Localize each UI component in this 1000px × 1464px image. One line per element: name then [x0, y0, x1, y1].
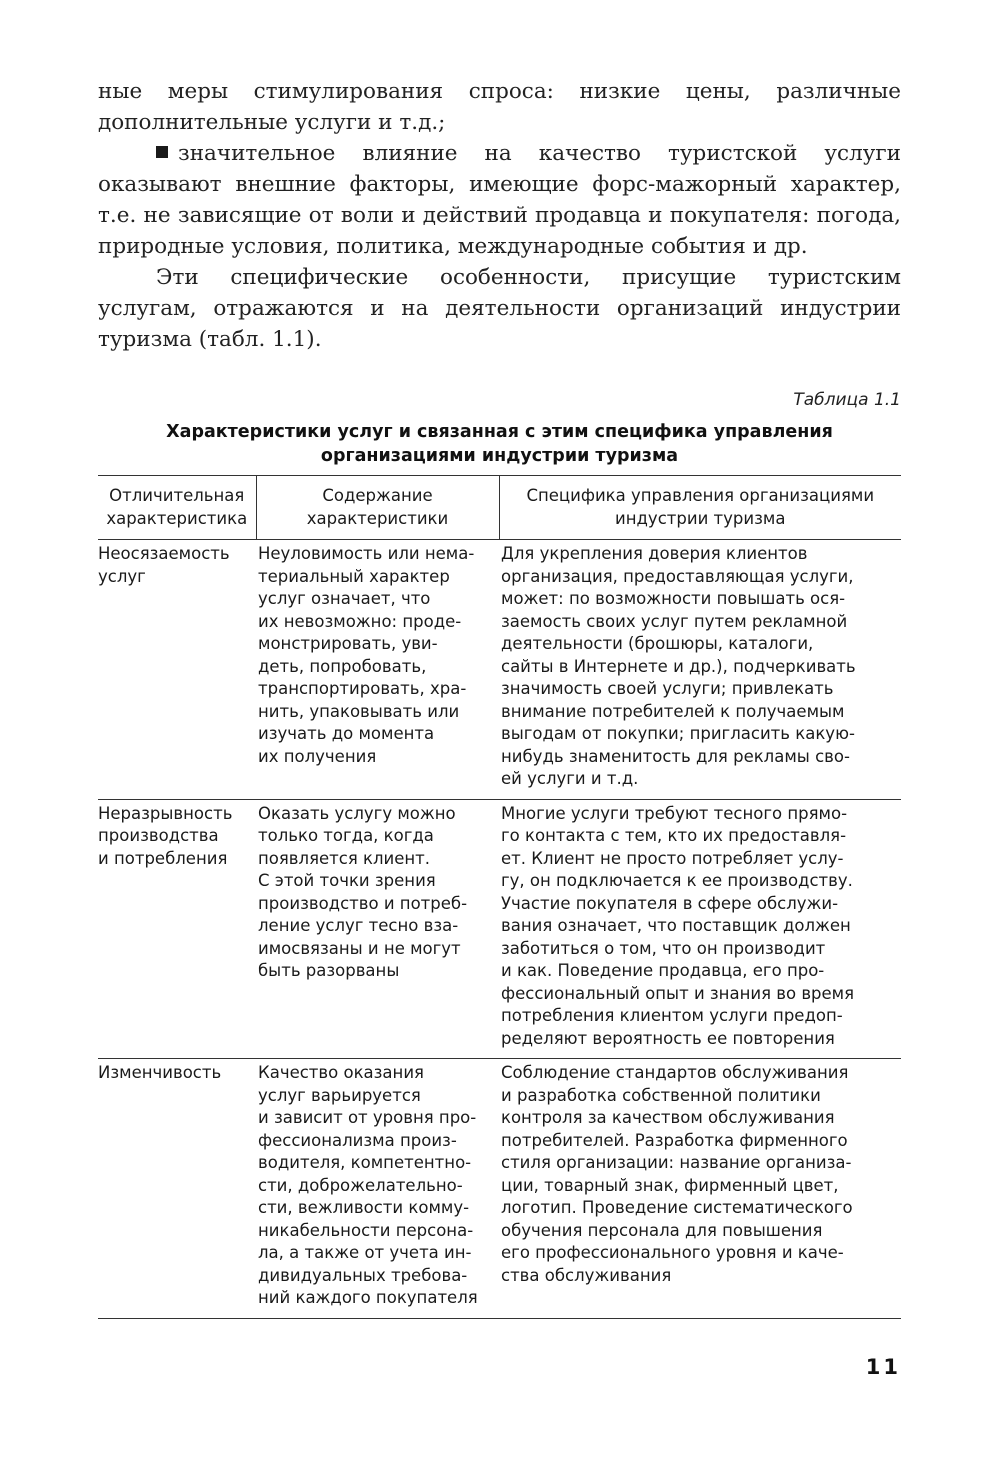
cell-text-line: ции, товарный знак, фирменный цвет,: [501, 1175, 839, 1195]
cell-text-line: услуг варьируется: [258, 1085, 421, 1105]
cell-text-line: логотип. Проведение систематического: [501, 1198, 853, 1217]
cell-text-line: С этой точки зрения: [258, 871, 436, 890]
table-cell: [98, 799, 256, 1059]
cell-text-line: деятельности (брошюры, каталоги,: [501, 634, 814, 653]
table-cell: [256, 799, 499, 1059]
cell-text-line: заботиться о том, что он производит: [501, 938, 826, 958]
cell-text-line: нибудь знаменитость для рекламы сво-: [501, 746, 850, 766]
table-row: [98, 1059, 901, 1319]
characteristics-table: [98, 475, 901, 1319]
cell-text-line: териальный характер: [258, 566, 450, 586]
cell-text-line: и потребления: [98, 848, 228, 868]
cell-text-line: выгодам от покупки; пригласить какую-: [501, 724, 855, 743]
table-title: [98, 420, 901, 468]
cell-text-line: внимание потребителей к получаемым: [501, 701, 845, 721]
cell-text-line: монстрировать, уви-: [258, 634, 438, 653]
header-cell: Содержание характеристики: [256, 476, 499, 540]
cell-text-line: Неосязаемость: [98, 544, 230, 563]
cell-text-line: стиля организации: название организа-: [501, 1153, 852, 1172]
cell-text-line: обучения персонала для повышения: [501, 1220, 823, 1240]
cell-text-line: ний каждого покупателя: [258, 1288, 478, 1307]
cell-text-line: значимость своей услуги; привлекать: [501, 679, 834, 698]
cell-text-line: его профессионального уровня и каче-: [501, 1243, 844, 1262]
cell-text-line: ства обслуживания: [501, 1265, 672, 1285]
table-cell: [499, 1059, 901, 1319]
cell-text-line: сти, доброжелательно-: [258, 1175, 463, 1195]
cell-text-line: и зависит от уровня про-: [258, 1108, 477, 1127]
cell-text-line: водителя, компетентно-: [258, 1153, 472, 1172]
cell-text-line: Оказать услугу можно: [258, 803, 456, 823]
cell-text-line: производства: [98, 826, 219, 845]
cell-text-line: ет. Клиент не просто потребляет услу-: [501, 848, 844, 868]
cell-text-line: фессионализма произ-: [258, 1130, 457, 1150]
cell-text-line: и разработка собственной политики: [501, 1085, 821, 1105]
cell-text-line: го контакта с тем, кто их предоставля-: [501, 826, 847, 845]
table-cell: [98, 540, 256, 800]
cell-text-line: фессиональный опыт и знания во время: [501, 983, 855, 1003]
cell-text-line: услуг означает, что: [258, 589, 431, 608]
cell-text-line: транспортировать, хра-: [258, 679, 467, 698]
table-title-line: Характеристики услуг и связанная с этим специфика управления: [166, 422, 833, 442]
bullet-text: значительное влияние на качество туристской услуги оказывают внешние факторы, имеющие форс-мажорный характер, т.е. не зависящие от воли и действий продавца и покупателя: погода, природные условия, политика, международные события и др.: [98, 141, 901, 259]
table-row: [98, 799, 901, 1059]
cell-text-line: их невозможно: проде-: [258, 611, 462, 631]
cell-text-line: нить, упаковывать или: [258, 701, 460, 721]
page-body: [98, 76, 901, 355]
cell-text-line: быть разорваны: [258, 961, 400, 980]
cell-text-line: ей услуги и т.д.: [501, 769, 639, 788]
table-cell: [256, 540, 499, 800]
cell-text-line: услуг: [98, 566, 146, 586]
cell-text-line: потребления клиентом услуги предоп-: [501, 1006, 843, 1025]
cell-text-line: сайты в Интернете и др.), подчеркивать: [501, 656, 856, 676]
page-number: 11: [865, 1355, 901, 1379]
paragraph-bullet: [98, 138, 901, 262]
cell-text-line: может: по возможности повышать ося-: [501, 589, 846, 608]
header-cell: Отличительная характеристика: [98, 476, 256, 540]
cell-text-line: появляется клиент.: [258, 848, 431, 868]
cell-text-line: сти, вежливости комму-: [258, 1198, 470, 1217]
cell-text-line: заемость своих услуг путем рекламной: [501, 611, 848, 631]
cell-text-line: только тогда, когда: [258, 826, 434, 845]
table-title-line: организациями индустрии туризма: [320, 446, 679, 466]
cell-text-line: вания означает, что поставщик должен: [501, 916, 851, 935]
table-label: Таблица 1.1: [793, 390, 901, 410]
cell-text-line: деть, попробовать,: [258, 656, 427, 676]
cell-text-line: Изменчивость: [98, 1063, 222, 1082]
cell-text-line: ределяют вероятность ее повторения: [501, 1028, 835, 1048]
table-cell: [98, 1059, 256, 1319]
cell-text-line: и как. Поведение продавца, его про-: [501, 961, 825, 980]
cell-text-line: Неуловимость или нема-: [258, 544, 475, 563]
paragraph-continuation: ные меры стимулирования спроса: низкие цены, различные дополнительные услуги и т.д.;: [98, 79, 901, 135]
cell-text-line: изучать до момента: [258, 724, 435, 743]
cell-text-line: гу, он подключается к ее производству.: [501, 871, 853, 890]
cell-text-line: ление услуг тесно вза-: [258, 916, 459, 935]
cell-text-line: их получения: [258, 746, 377, 766]
cell-text-line: ла, а также от учета ин-: [258, 1243, 472, 1262]
cell-text-line: имосвязаны и не могут: [258, 938, 461, 958]
cell-text-line: Для укрепления доверия клиентов: [501, 544, 808, 563]
cell-text-line: потребителей. Разработка фирменного: [501, 1130, 848, 1150]
header-cell: Специфика управления организациями индустрии туризма: [499, 476, 901, 540]
table-cell: [499, 540, 901, 800]
cell-text-line: никабельности персона-: [258, 1220, 474, 1240]
cell-text-line: дивидуальных требова-: [258, 1265, 468, 1285]
table-header-row: [98, 476, 901, 540]
paragraph-intro-table: Эти специфические особенности, присущие туристским услугам, отражаются и на деятельности организаций индустрии туризма (табл. 1.1).: [98, 265, 901, 352]
table-cell: [499, 799, 901, 1059]
cell-text-line: производство и потреб-: [258, 893, 468, 913]
square-bullet-icon: [156, 146, 168, 158]
cell-text-line: Качество оказания: [258, 1063, 424, 1082]
cell-text-line: Соблюдение стандартов обслуживания: [501, 1063, 849, 1082]
cell-text-line: организация, предоставляющая услуги,: [501, 566, 854, 586]
cell-text-line: Неразрывность: [98, 803, 233, 823]
cell-text-line: контроля за качеством обслуживания: [501, 1108, 835, 1127]
table-cell: [256, 1059, 499, 1319]
table-row: [98, 540, 901, 800]
cell-text-line: Многие услуги требуют тесного прямо-: [501, 803, 848, 823]
cell-text-line: Участие покупателя в сфере обслужи-: [501, 893, 839, 913]
